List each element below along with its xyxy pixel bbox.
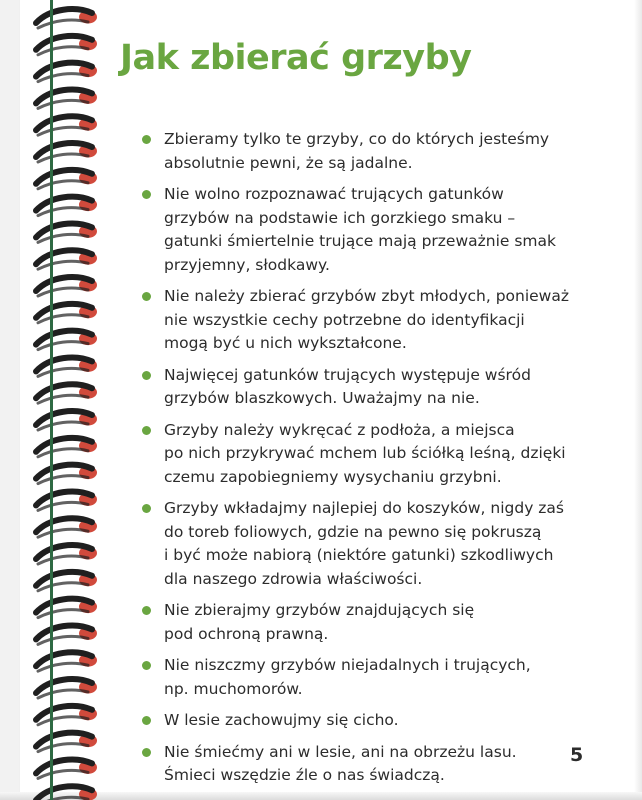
spiral-wire-back xyxy=(38,502,88,510)
list-item-line: przyjemny, słodkawy. xyxy=(164,255,330,274)
list-item-line: np. muchomorów. xyxy=(164,679,303,698)
spiral-wire-back xyxy=(38,20,88,28)
spiral-wire-back xyxy=(38,315,88,323)
spiral-wire-back xyxy=(38,422,88,430)
list-item-line: Nie śmiećmy ani w lesie, ani na obrzeżu lasu. xyxy=(164,742,517,761)
spiral-ring xyxy=(36,197,97,216)
bullet-dot xyxy=(142,426,151,435)
list-item-line: Nie niszczmy grzybów niejadalnych i trujących, xyxy=(164,656,531,674)
list-item-line: czemu zapobiegniemy wysychaniu grzybni. xyxy=(164,467,502,486)
spiral-wire-back xyxy=(38,583,88,591)
spiral-wire-back xyxy=(38,208,88,216)
spiral-binding xyxy=(0,0,110,800)
spiral-ring xyxy=(36,760,97,779)
list-item-line: pod ochroną prawną. xyxy=(164,624,329,643)
page-edge-right xyxy=(634,0,642,800)
spiral-ring xyxy=(36,518,97,537)
list-item-line: po nich przykrywać mchem lub ściółką leśną, dzięki xyxy=(164,444,566,462)
spiral-wire-back xyxy=(38,288,88,296)
page-title: Jak zbierać grzyby xyxy=(120,38,472,78)
spiral-wire-back xyxy=(38,100,88,108)
spiral-wire-back xyxy=(38,690,88,698)
page-number: 5 xyxy=(570,744,584,766)
list-item-line: dla naszego zdrowia właściwości. xyxy=(164,569,423,588)
spiral-ring xyxy=(36,63,97,82)
list-item-line: absolutnie pewni, że są jadalne. xyxy=(164,153,413,172)
spiral-ring xyxy=(36,90,97,109)
list-item-line: Nie należy zbierać grzybów zbyt młodych, ponieważ xyxy=(164,287,569,305)
list-item xyxy=(142,128,572,175)
spiral-ring xyxy=(36,143,97,162)
binding-line xyxy=(50,0,53,800)
spiral-ring xyxy=(36,652,97,671)
spiral-wire-back xyxy=(38,342,88,350)
bullet-dot xyxy=(142,606,151,615)
spiral-ring xyxy=(36,572,97,591)
tips-list xyxy=(142,128,572,796)
spiral-ring xyxy=(36,599,97,618)
spiral-wire-back xyxy=(38,181,88,189)
spiral-ring xyxy=(36,411,97,430)
list-item xyxy=(142,419,572,490)
list-item-line: i być może nabiorą (niektóre gatunki) szkodliwych xyxy=(164,546,554,564)
spiral-wire-back xyxy=(38,529,88,537)
list-item-line: do toreb foliowych, gdzie na pewno się pokruszą xyxy=(164,522,542,541)
spiral-ring xyxy=(36,438,97,457)
spiral-ring xyxy=(36,492,97,511)
list-item xyxy=(142,497,572,591)
list-item xyxy=(142,183,572,277)
spiral-ring xyxy=(36,679,97,698)
bullet-dot xyxy=(142,716,151,725)
spiral-ring xyxy=(36,331,97,350)
list-item-line: nie wszystkie cechy potrzebne do identyfikacji xyxy=(164,310,525,329)
spiral-ring xyxy=(36,277,97,296)
list-item-line: Nie wolno rozpoznawać trujących gatunków xyxy=(164,185,504,203)
spiral-wire-back xyxy=(38,744,88,752)
spiral-wire-back xyxy=(38,717,88,725)
spiral-wire-back xyxy=(38,663,88,671)
spiral-wire-back xyxy=(38,234,88,242)
spiral-wire-back xyxy=(38,154,88,162)
spiral-ring xyxy=(36,786,97,800)
list-item-line: grzybów na podstawie ich gorzkiego smaku – xyxy=(164,208,516,227)
spiral-ring xyxy=(36,358,97,377)
spiral-wire-back xyxy=(38,556,88,564)
spiral-ring xyxy=(36,250,97,269)
list-item xyxy=(142,654,572,701)
spiral-wire-back xyxy=(38,261,88,269)
spiral-wire-back xyxy=(38,395,88,403)
list-item-line: gatunki śmiertelnie trujące mają przeważnie smak xyxy=(164,232,557,250)
list-item xyxy=(142,599,572,646)
spiral-ring xyxy=(36,304,97,323)
spiral-ring xyxy=(36,116,97,135)
list-item-line: mogą być u nich wykształcone. xyxy=(164,334,407,352)
list-item-line: Nie zbierajmy grzybów znajdujących się xyxy=(164,601,475,619)
bullet-dot xyxy=(142,504,151,513)
bullet-dot xyxy=(142,371,151,380)
list-item-line: W lesie zachowujmy się cicho. xyxy=(164,711,399,729)
list-item-line: Śmieci wszędzie źle o nas świadczą. xyxy=(164,766,445,784)
list-item xyxy=(142,285,572,356)
spiral-ring xyxy=(36,224,97,243)
spiral-wire-back xyxy=(38,636,88,644)
bullet-dot xyxy=(142,292,151,301)
spiral-wire-back xyxy=(38,476,88,484)
spiral-wire-back xyxy=(38,770,88,778)
spiral-wire-back xyxy=(38,74,88,82)
bullet-dot xyxy=(142,135,151,144)
spiral-ring xyxy=(36,36,97,55)
spiral-ring xyxy=(36,733,97,752)
spiral-ring xyxy=(36,465,97,484)
spiral-wire-back xyxy=(38,47,88,55)
spiral-wire-back xyxy=(38,610,88,618)
list-item-line: Najwięcej gatunków trujących występuje wśród xyxy=(164,365,531,384)
bullet-dot xyxy=(142,748,151,757)
spiral-wire-back xyxy=(38,368,88,376)
spiral-wire-back xyxy=(38,127,88,135)
spiral-ring xyxy=(36,384,97,403)
list-item xyxy=(142,709,572,733)
spiral-ring xyxy=(36,9,97,28)
spiral-wire-back xyxy=(38,449,88,457)
list-item-line: Grzyby wkładajmy najlepiej do koszyków, nigdy zaś xyxy=(164,499,565,517)
spiral-ring xyxy=(36,170,97,189)
spiral-ring xyxy=(36,706,97,725)
spiral-ring xyxy=(36,545,97,564)
list-item-line: grzybów blaszkowych. Uważajmy na nie. xyxy=(164,389,480,407)
bullet-dot xyxy=(142,190,151,199)
list-item-line: Grzyby należy wykręcać z podłoża, a miejsca xyxy=(164,420,515,439)
list-item-line: Zbieramy tylko te grzyby, co do których jesteśmy xyxy=(164,130,550,148)
bullet-dot xyxy=(142,661,151,670)
list-item xyxy=(142,741,572,788)
spiral-ring xyxy=(36,626,97,645)
list-item xyxy=(142,364,572,411)
